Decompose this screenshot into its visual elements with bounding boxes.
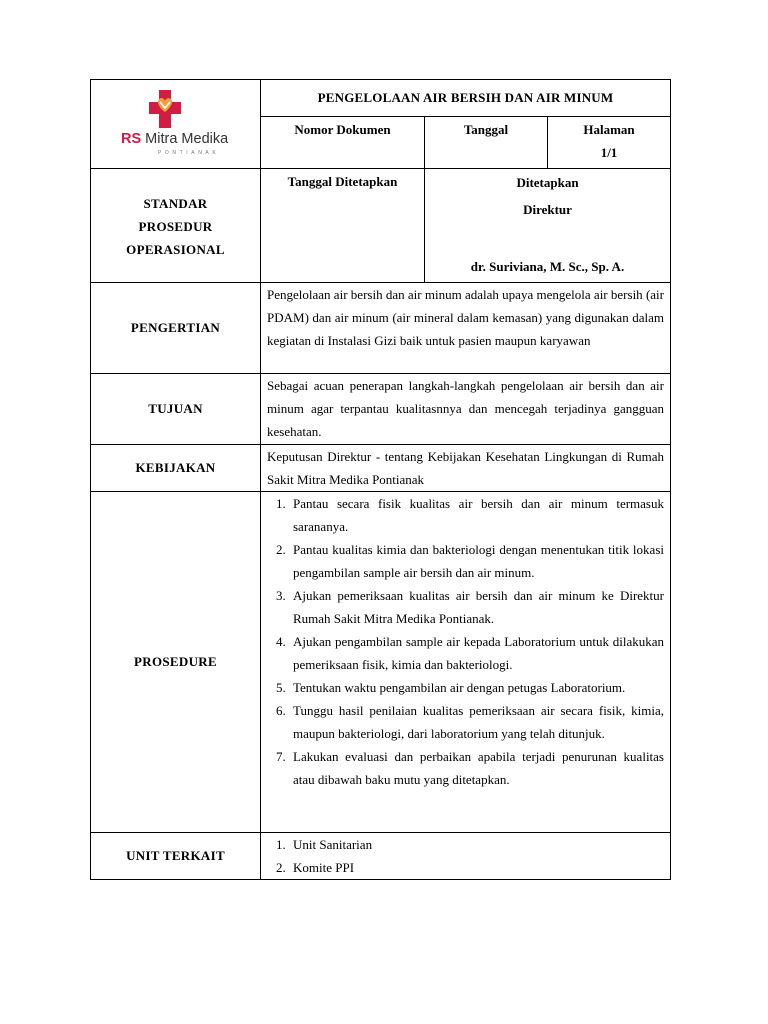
- halaman-value: 1/1: [600, 145, 618, 160]
- unit-terkait-list: [261, 833, 664, 879]
- halaman-label: Halaman: [583, 122, 635, 137]
- kebijakan-label: KEBIJAKAN: [91, 445, 261, 492]
- unit-terkait-cell: [261, 833, 671, 880]
- prosedure-step: 6. Tunggu hasil penilaian kualitas pemeriksaan air secara fisik, kimia, maupun bakteriologi, dari laboratorium yang telah ditunjuk.: [289, 699, 664, 745]
- tujuan-text: Sebagai acuan penerapan langkah-langkah pengelolaan air bersih dan air minum agar terpantau kualitasnnya dan mencegah terjadinya gangguan kesehatan.: [261, 374, 671, 445]
- pengertian-label: PENGERTIAN: [91, 283, 261, 374]
- prosedure-cell: [261, 492, 671, 833]
- halaman-cell: [548, 117, 671, 169]
- direktur-label: Direktur: [523, 202, 572, 217]
- ditetapkan-cell: [425, 169, 671, 283]
- sop-label: [91, 169, 261, 283]
- sop-label-line3: OPERASIONAL: [126, 242, 225, 257]
- prosedure-step: 7. Lakukan evaluasi dan perbaikan apabila terjadi penurunan kualitas atau dibawah baku mutu yang ditetapkan.: [289, 745, 664, 791]
- nomor-dokumen-label: Nomor Dokumen: [261, 117, 425, 169]
- hospital-city: PONTIANAK: [158, 150, 220, 156]
- prosedure-step: 4. Ajukan pengambilan sample air kepada Laboratorium untuk dilakukan pemeriksaan fisik, kimia dan bakteriologi.: [289, 630, 664, 676]
- hospital-cross-heart-icon: [147, 88, 183, 130]
- pengertian-text: Pengelolaan air bersih dan air minum adalah upaya mengelola air bersih (air PDAM) dan air minum (air mineral dalam kemasan) yang digunakan dalam kegiatan di Instalasi Gizi baik untuk pasien maupun karyawan: [261, 283, 671, 374]
- unit-terkait-item: 2. Komite PPI: [289, 856, 664, 879]
- ditetapkan-label: Ditetapkan: [516, 175, 579, 190]
- logo-cell: [91, 80, 261, 169]
- prosedure-step: 1. Pantau secara fisik kualitas air bersih dan air minum termasuk sarananya.: [289, 492, 664, 538]
- prosedure-step: 5. Tentukan waktu pengambilan air dengan petugas Laboratorium.: [289, 676, 664, 699]
- document-title: PENGELOLAAN AIR BERSIH DAN AIR MINUM: [261, 80, 671, 117]
- tujuan-label: TUJUAN: [91, 374, 261, 445]
- prosedure-steps: [265, 492, 664, 791]
- unit-terkait-label: UNIT TERKAIT: [91, 833, 261, 880]
- kebijakan-text: Keputusan Direktur - tentang Kebijakan Kesehatan Lingkungan di Rumah Sakit Mitra Medika Pontianak: [261, 445, 671, 492]
- sop-document-table: [90, 79, 671, 880]
- unit-terkait-item: 1. Unit Sanitarian: [289, 833, 664, 856]
- sop-label-line1: STANDAR: [143, 196, 208, 211]
- prosedure-label: PROSEDURE: [91, 492, 261, 833]
- prosedure-step: 3. Ajukan pemeriksaan kualitas air bersih dan air minum ke Direktur Rumah Sakit Mitra Medika Pontianak.: [289, 584, 664, 630]
- sop-label-line2: PROSEDUR: [138, 219, 213, 234]
- hospital-logo: [91, 80, 260, 168]
- direktur-name: dr. Suriviana, M. Sc., Sp. A.: [470, 259, 625, 274]
- prosedure-step: 2. Pantau kualitas kimia dan bakteriologi dengan menentukan titik lokasi pengambilan sample air bersih dan air minum.: [289, 538, 664, 584]
- tanggal-label: Tanggal: [425, 117, 548, 169]
- tanggal-ditetapkan-label: Tanggal Ditetapkan: [261, 169, 425, 283]
- hospital-name: RS Mitra Medika: [121, 131, 229, 147]
